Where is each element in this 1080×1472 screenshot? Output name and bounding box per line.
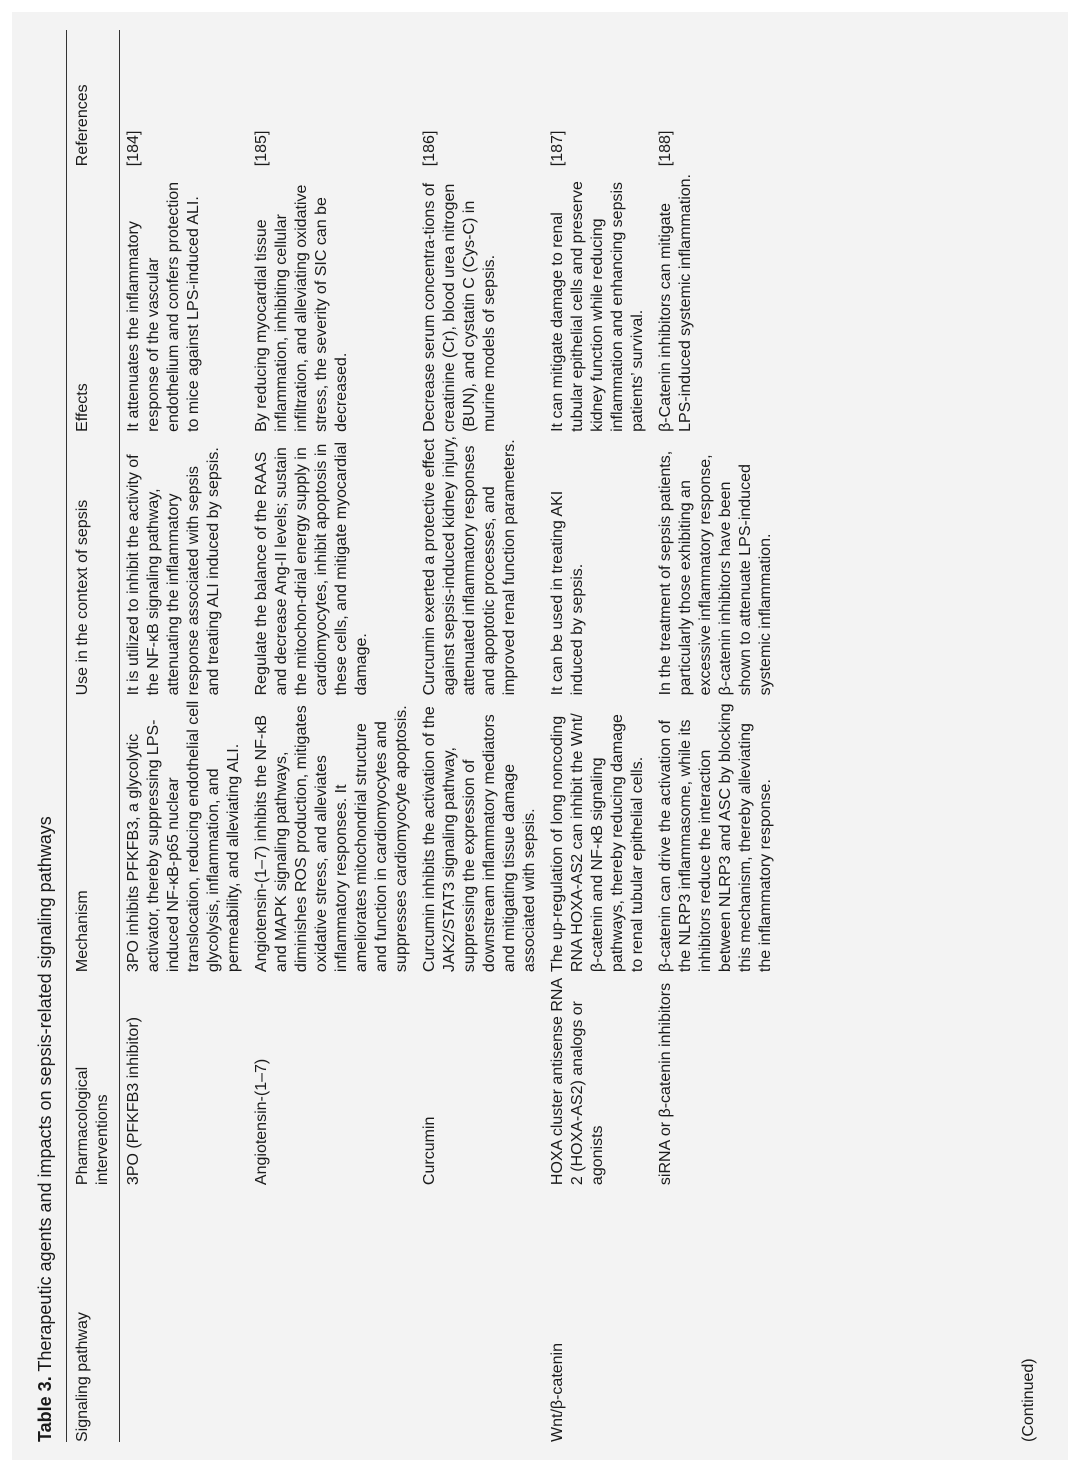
table-row: [416, 30, 544, 1442]
cell-effects: By reducing myocardial tissue inflammation, inhibiting cellular infiltration, and alleviating oxidative stress, the severity of SIC can be decreased.: [253, 184, 350, 432]
header-signaling-pathway: Signaling pathway: [67, 1185, 120, 1442]
header-effects: Effects: [67, 166, 120, 432]
continued-note: (Continued): [1020, 1358, 1037, 1442]
table-caption: [34, 816, 56, 1442]
table-row: [120, 30, 249, 1442]
cell-mechanism: β-catenin can drive the activation of the NLRP3 inflammasome, while its inhibitors reduce the interaction between NLRP3 and ASC by blocking this mechanism, thereby alleviating the inflammatory response.: [657, 703, 774, 973]
cell-mechanism: Curcumin inhibits the activation of the JAK2/STAT3 signaling pathway, suppressing the expression of downstream inflammatory mediators and mitigating tissue damage associated with sepsis.: [421, 706, 538, 973]
cell-mechanism: The up-regulation of long noncoding RNA HOXA-AS2 can inhibit the Wnt/β-catenin and NF-κB signaling pathways, thereby reducing damage to renal tubular epithelial cells.: [549, 713, 646, 973]
page: [12, 12, 1068, 1460]
cell-mechanism: 3PO inhibits PFKFB3, a glycolytic activator, thereby suppressing LPS-induced NF-κB-p65 nuclear translocation, reducing endothelial cell glycolysis, inflammation, and permeability, and alleviating ALI.: [125, 700, 242, 973]
caption-text: Therapeutic agents and impacts on sepsis-related signaling pathways: [35, 816, 55, 1372]
cell-pathway: [120, 1185, 249, 1442]
cell-use: In the treatment of sepsis patients, particularly those exhibiting an excessive inflammatory response, β-catenin inhibitors have been shown to attenuate LPS-induced systemic inflammation.: [657, 450, 774, 696]
cell-reference: [185]: [253, 130, 270, 167]
header-references: References: [67, 30, 120, 166]
cell-intervention: HOXA cluster antisense RNA 2 (HOXA-AS2) analogs or agonists: [549, 978, 606, 1186]
cell-use: Curcumin exerted a protective effect against sepsis-induced kidney injury, attenuated inflammatory responses and apoptotic processes, and improved renal function parameters.: [421, 435, 518, 696]
rotated-table-page: [12, 12, 1068, 1460]
cell-reference: [187]: [549, 130, 566, 167]
cell-pathway: [248, 1185, 416, 1442]
cell-mechanism: Angiotensin-(1–7) inhibits the NF-κB and MAPK signaling pathways, diminishes ROS production, mitigates oxidative stress, and alleviates inflammatory responses. It ameliorates mitochondrial structure and function in cardiomyocytes and suppresses cardiomyocyte apoptosis.: [253, 705, 410, 973]
header-interventions: Pharmacological interventions: [67, 972, 120, 1185]
cell-effects: β-Catenin inhibitors can mitigate LPS-induced systemic inflammation.: [657, 174, 694, 432]
header-mechanism: Mechanism: [67, 695, 120, 972]
cell-intervention: 3PO (PFKFB3 inhibitor): [125, 1017, 142, 1186]
cell-use: It can be used in treating AKI induced by sepsis.: [549, 490, 586, 696]
cell-pathway: [416, 1185, 544, 1442]
cell-pathway: Wnt/β-catenin: [549, 1342, 566, 1442]
cell-reference: [188]: [657, 130, 674, 167]
cell-intervention: siRNA or β-catenin inhibitors: [657, 982, 674, 1186]
cell-effects: It attenuates the inflammatory response of the vascular endothelium and confers protection to mice against LPS-induced ALI.: [125, 181, 202, 432]
cell-intervention: Angiotensin-(1–7): [253, 1058, 270, 1186]
header-use: Use in the context of sepsis: [67, 432, 120, 696]
cell-effects: Decrease serum concentra-tions of creatinine (Cr), blood urea nitrogen (BUN), and cystatin C (Cys-C) in murine models of sepsis.: [421, 182, 498, 432]
header-row: [67, 30, 120, 1442]
cell-use: Regulate the balance of the RAAS and decrease Ang-II levels; sustain the mitochon-drial energy supply in cardiomyocytes, inhibit apoptosis in these cells, and mitigate myocardial damage.: [253, 441, 370, 696]
table-body: [120, 30, 781, 1442]
caption-label: Table 3.: [35, 1376, 55, 1442]
data-table: [66, 30, 780, 1442]
cell-effects: It can mitigate damage to renal tubular epithelial cells and preserve kidney function while reducing inflammation and enhancing sepsis patients’ survival.: [549, 181, 646, 432]
table-row: [652, 30, 780, 1442]
table-row: [544, 30, 652, 1442]
cell-reference: [184]: [125, 130, 142, 167]
table-row: [248, 30, 416, 1442]
cell-reference: [186]: [421, 130, 438, 167]
cell-pathway: [652, 1185, 780, 1442]
cell-use: It is utilized to inhibit the activity of the NF-κB signaling pathway, attenuating the inflammatory response associated with sepsis and treating ALI induced by sepsis.: [125, 447, 222, 696]
cell-intervention: Curcumin: [421, 1116, 438, 1186]
